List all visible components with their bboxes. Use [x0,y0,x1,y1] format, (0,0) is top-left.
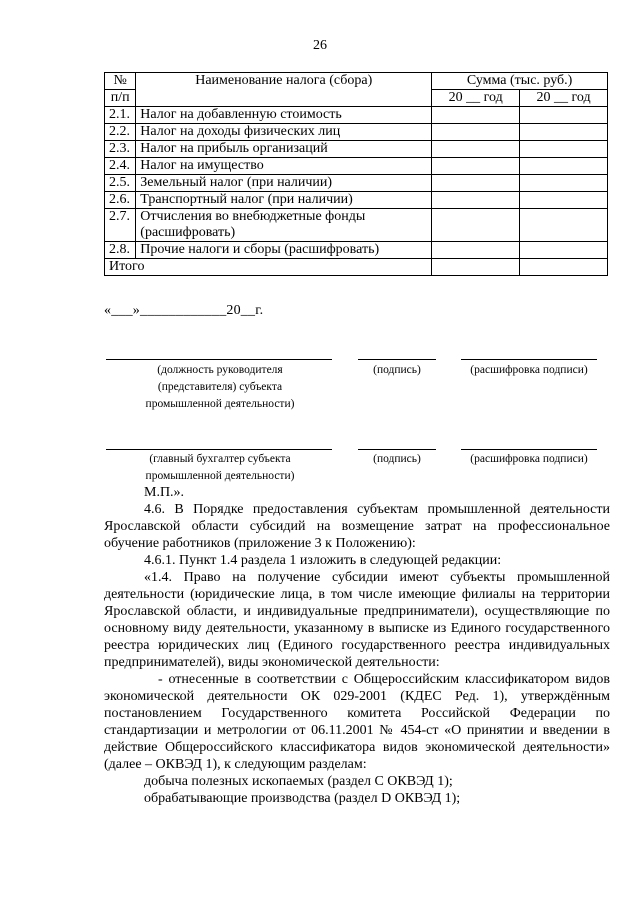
signature-line-position-2 [106,449,332,450]
header-num-line2: п/п [105,90,136,107]
date-line: «___»____________20__г. [104,303,264,318]
caption-signature-1: (подпись) [373,364,421,376]
caption-signature-2: (подпись) [373,453,421,465]
row-year2-cell [520,242,608,259]
caption-decoding-2: (расшифровка подписи) [470,453,588,465]
tax-table [104,72,608,276]
signature-line-sign-2 [358,449,436,450]
list-item-manufacturing: обрабатывающие производства (раздел D ОКВЭД 1); [144,791,461,806]
body-text [104,484,610,807]
row-year2-cell [520,192,608,209]
stamp-mark: М.П.». [144,485,185,500]
table-total-row [105,259,608,276]
row-year2-cell [520,124,608,141]
signature-line-decoding-2 [461,449,597,450]
caption-decoding-1: (расшифровка подписи) [470,364,588,376]
row-num: 2.1. [105,107,136,124]
row-year2-cell [520,175,608,192]
signature-line-sign-1 [358,359,436,360]
row-tax-name: Земельный налог (при наличии) [136,175,432,192]
row-tax-name: Налог на доходы физических лиц [136,124,432,141]
row-year1-cell [432,209,520,242]
row-num: 2.4. [105,158,136,175]
row-num: 2.7. [105,209,136,242]
row-year2-cell [520,158,608,175]
header-tax-name: Наименование налога (сбора) [136,73,432,107]
table-row [105,175,608,192]
header-year1: 20 __ год [432,90,520,107]
signature-line-position-1 [106,359,332,360]
paragraph-1-4: «1.4. Право на получение субсидии имеют субъекты промышленной деятельности (юридические лица, в том числе имеющие филиалы на территории Ярославской области, и индивидуальные предприниматели), осуществляющие по основному виду деятельности, указанному в выписке из Единого государственного реестра юридических лиц (Единого государственного реестра индивидуальных предпринимателей), виды экономической деятельности: [104,570,610,670]
table-row [105,107,608,124]
table-row [105,124,608,141]
row-year1-cell [432,107,520,124]
row-year1-cell [432,192,520,209]
row-year1-cell [432,124,520,141]
signature-line-decoding-1 [461,359,597,360]
table-row [105,242,608,259]
row-year1-cell [432,242,520,259]
total-year2-cell [520,259,608,276]
row-year2-cell [520,107,608,124]
list-item-mining: добыча полезных ископаемых (раздел C ОКВЭД 1); [144,774,453,789]
row-year2-cell [520,141,608,158]
row-tax-name: Налог на прибыль организаций [136,141,432,158]
row-tax-name: Налог на добавленную стоимость [136,107,432,124]
table-header-row [105,73,608,90]
header-year2: 20 __ год [520,90,608,107]
table-row [105,192,608,209]
header-num-line1: № [105,73,136,90]
table-row [105,158,608,175]
row-num: 2.6. [105,192,136,209]
row-year1-cell [432,158,520,175]
total-label: Итого [105,259,432,276]
table-row [105,141,608,158]
paragraph-4-6: 4.6. В Порядке предоставления субъектам промышленной деятельности Ярославской области субсидий на возмещение затрат на профессиональное обучение работников (приложение 3 к Положению): [104,502,610,551]
total-year1-cell [432,259,520,276]
row-tax-name: Отчисления во внебюджетные фонды (расшифровать) [136,209,432,242]
caption-position-2: (главный бухгалтер субъекта промышленной деятельности) [145,453,295,482]
row-year1-cell [432,141,520,158]
row-tax-name: Прочие налоги и сборы (расшифровать) [136,242,432,259]
caption-position-1: (должность руководителя (представителя) субъекта промышленной деятельности) [145,364,295,410]
row-year1-cell [432,175,520,192]
header-sum: Сумма (тыс. руб.) [432,73,608,90]
paragraph-okved-1: - отнесенные в соответствии с Общероссийским классификатором видов экономической деятельности ОК 029-2001 (КДЕС Ред. 1), утверждённым постановлением Государственного комитета Российской Федерации по стандартизации и метрологии от 06.11.2001 № 454-ст «О принятии и введении в действие Общероссийского классификатора видов экономической деятельности» (далее – ОКВЭД 1), к следующим разделам: [104,672,610,772]
row-num: 2.8. [105,242,136,259]
table-row [105,209,608,242]
row-tax-name: Транспортный налог (при наличии) [136,192,432,209]
row-num: 2.2. [105,124,136,141]
row-year2-cell [520,209,608,242]
page-number: 26 [313,38,327,53]
row-num: 2.5. [105,175,136,192]
row-tax-name: Налог на имущество [136,158,432,175]
paragraph-4-6-1: 4.6.1. Пункт 1.4 раздела 1 изложить в следующей редакции: [144,553,502,568]
row-num: 2.3. [105,141,136,158]
